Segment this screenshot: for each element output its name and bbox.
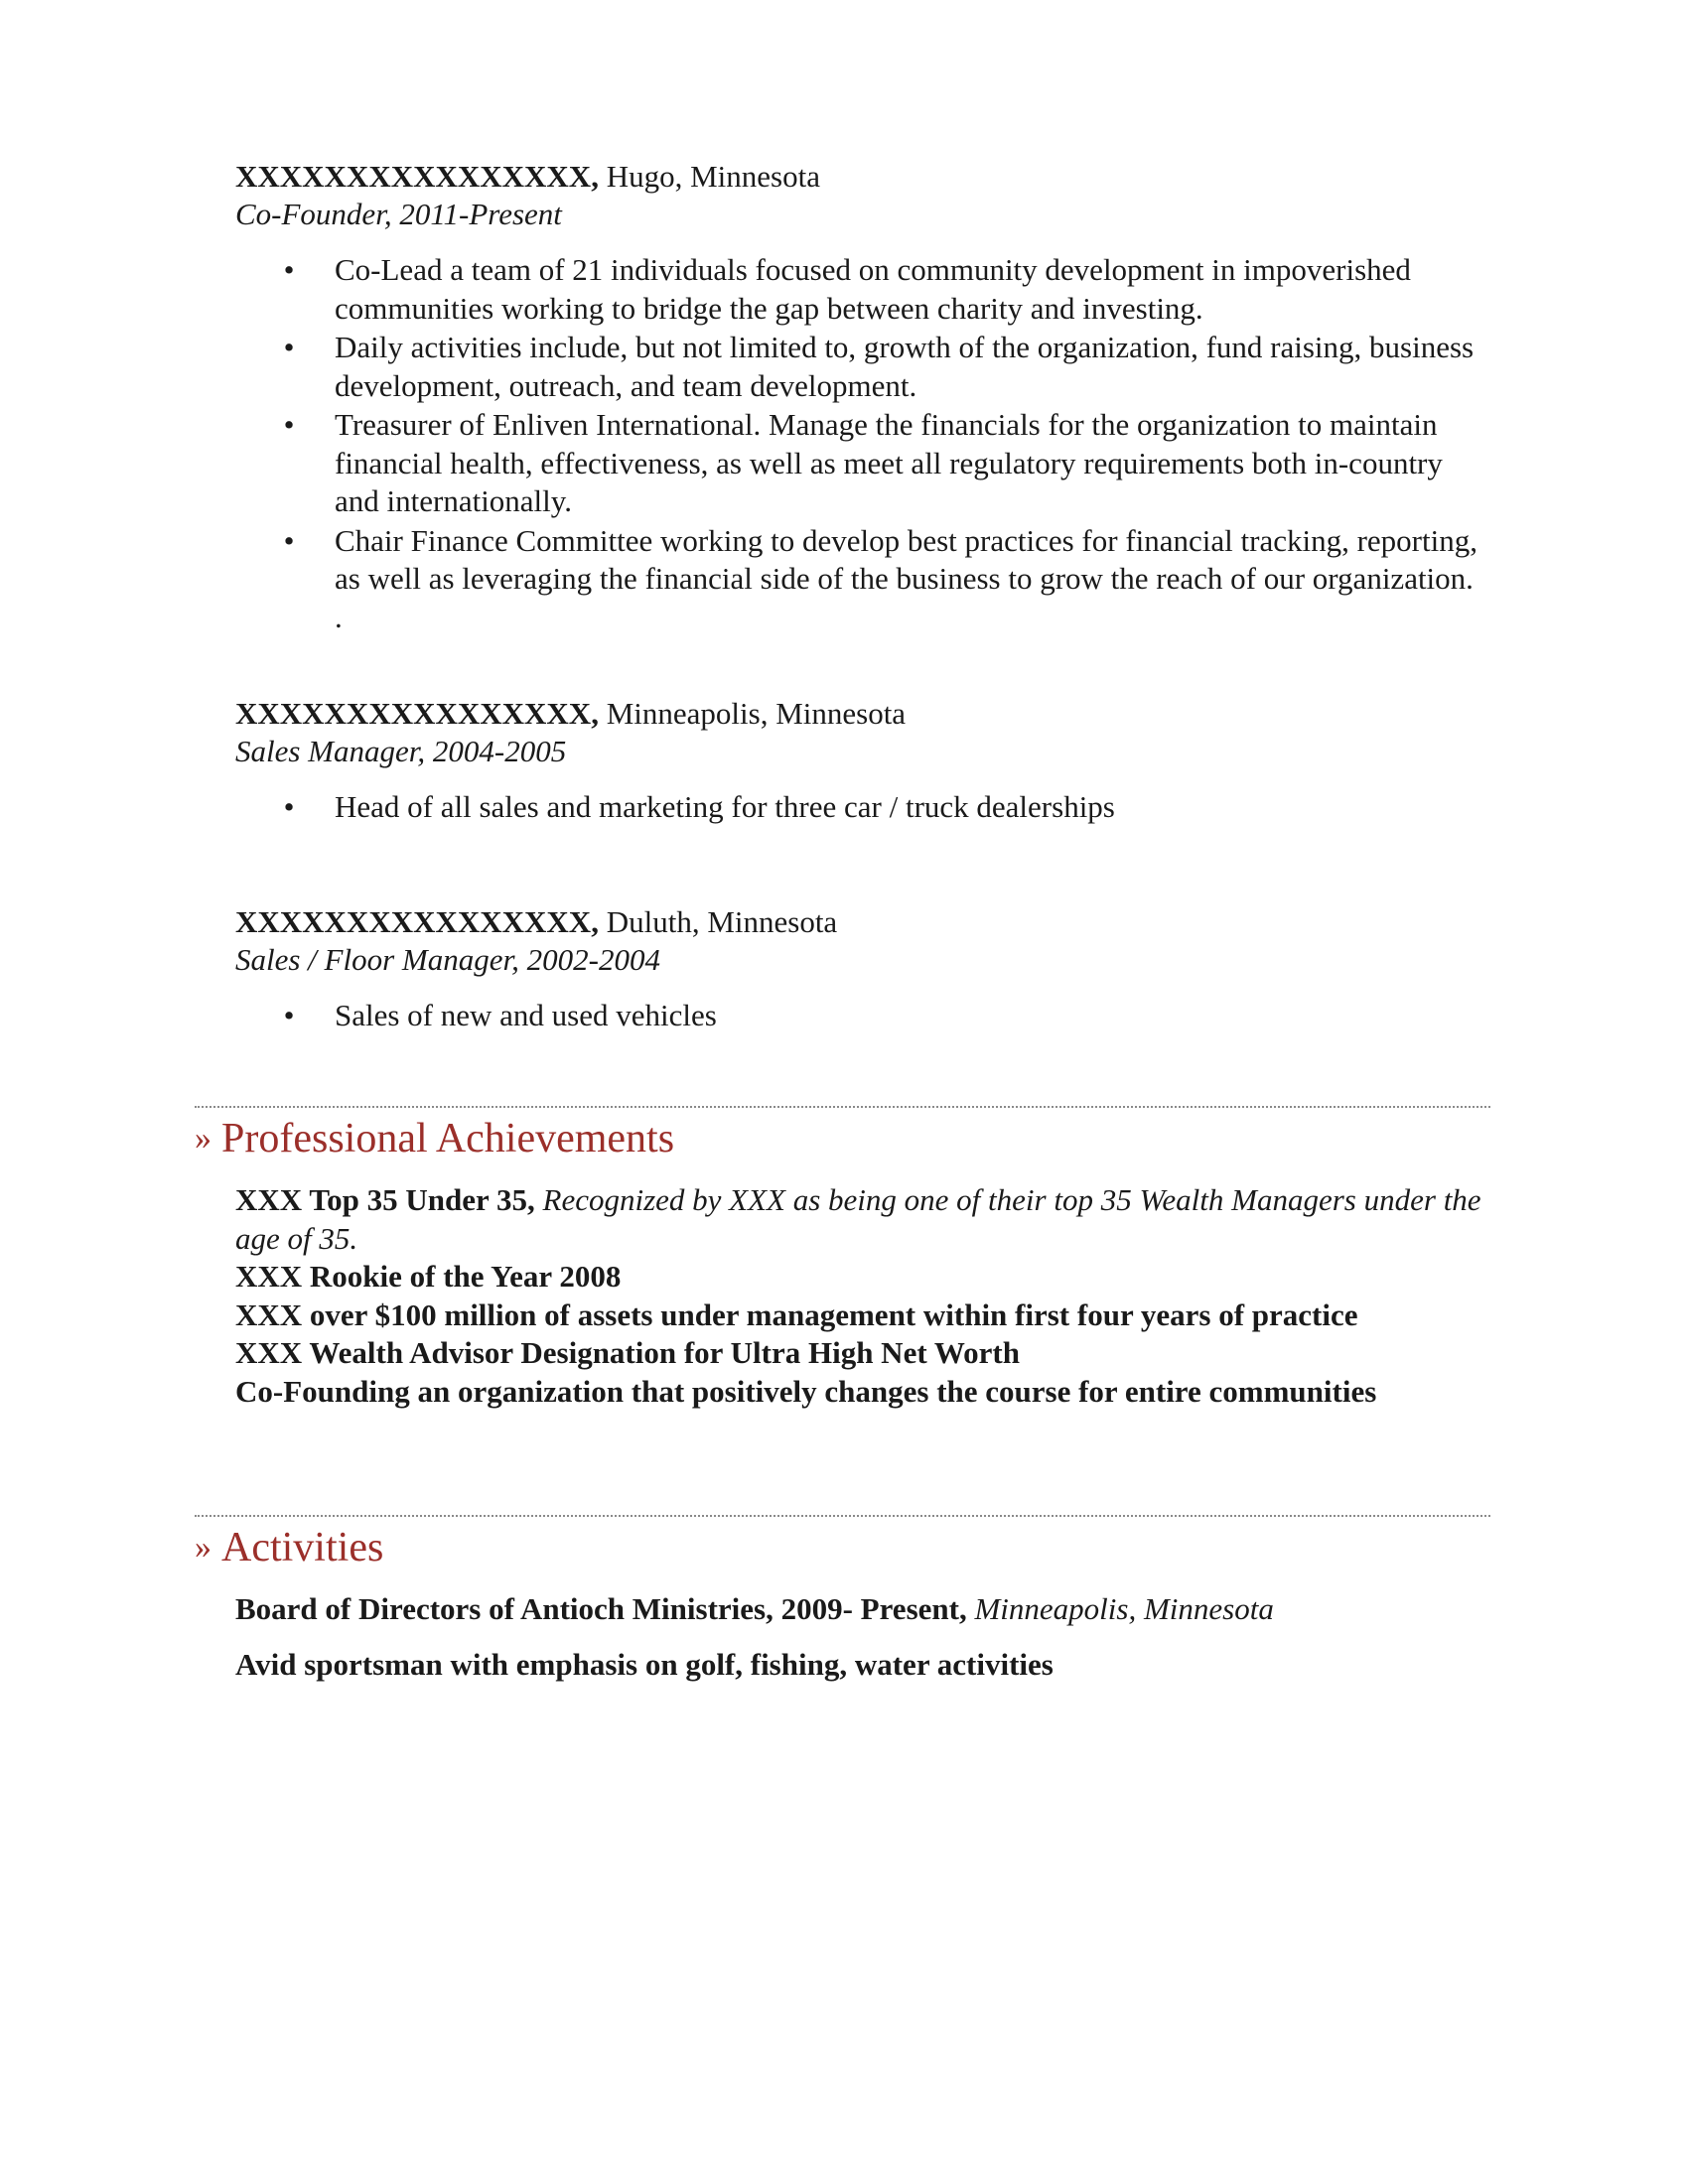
job-role: Sales Manager, 2004-2005 (235, 734, 567, 768)
chevron-right-icon: » (195, 1120, 211, 1157)
bullet-icon: • (283, 407, 295, 442)
activity-item: Avid sportsman with emphasis on golf, fishing, water activities (235, 1647, 1054, 1682)
job-bullet: • Co-Lead a team of 21 individuals focused on community development in impoverished communities working to bridge the gap between charity and investing. (283, 252, 1411, 326)
bullet-icon: • (283, 998, 295, 1032)
job-bullets (235, 251, 1486, 599)
job-heading (235, 903, 1486, 941)
achievement-item: XXX over $100 million of assets under management within first four years of practice (235, 1297, 1358, 1332)
section-title-achievements: » Professional Achievements (195, 1116, 675, 1161)
job-heading (235, 695, 1486, 733)
job-bullet: • Sales of new and used vehicles (235, 997, 1486, 1035)
job-bullet: • Daily activities include, but not limited to, growth of the organization, fund raising, business development, outreach, and team development. (283, 330, 1475, 403)
job-role: Sales / Floor Manager, 2002-2004 (235, 942, 660, 977)
bullet-icon: • (283, 252, 295, 287)
employer-name: XXXXXXXXXXXXXXXX, (235, 696, 599, 731)
bullet-icon: • (283, 789, 295, 824)
achievement-item: XXX Top 35 Under 35, Recognized by XXX as being one of their top 35 Wealth Managers under the age of 35. (235, 1182, 1481, 1256)
job-bullet: • Treasurer of Enliven International. Manage the financials for the organization to maintain financial health, effectiveness, as well as meet all regulatory requirements both in-country and internationally. (283, 407, 1443, 518)
job-bullet: • Chair Finance Committee working to develop best practices for financial tracking, reporting, as well as leveraging the financial side of the business to grow the reach of our organization. (283, 522, 1477, 596)
job-entry (235, 903, 1486, 1036)
job-location: Duluth, Minnesota (598, 904, 838, 939)
activities-list (235, 1590, 1496, 1684)
job-bullet: • Head of all sales and marketing for three car / truck dealerships (235, 788, 1486, 827)
job-entry (235, 695, 1486, 828)
achievements-list (235, 1181, 1496, 1411)
achievement-item: Co-Founding an organization that positively changes the course for entire communities (235, 1373, 1377, 1409)
job-entry (235, 158, 1486, 635)
bullet-icon: • (283, 330, 295, 364)
trailing-period: . (335, 599, 343, 634)
achievement-item: XXX Rookie of the Year 2008 (235, 1259, 622, 1294)
achievement-item: XXX Wealth Advisor Designation for Ultra High Net Worth (235, 1335, 1020, 1370)
bullet-icon: • (283, 522, 295, 558)
job-location: Minneapolis, Minnesota (598, 696, 907, 731)
section-divider (195, 1106, 1490, 1108)
section-divider (195, 1515, 1490, 1517)
job-location: Hugo, Minnesota (598, 159, 820, 194)
job-role: Co-Founder, 2011-Present (235, 197, 562, 231)
job-bullets (235, 997, 1486, 1035)
chevron-right-icon: » (195, 1529, 211, 1566)
employer-name: XXXXXXXXXXXXXXXX, (235, 159, 599, 194)
job-heading (235, 158, 1486, 196)
job-bullets (235, 788, 1486, 827)
section-title-activities: » Activities (195, 1525, 384, 1570)
activity-item: Board of Directors of Antioch Ministries, 2009- Present, Minneapolis, Minnesota (235, 1591, 1274, 1626)
employer-name: XXXXXXXXXXXXXXXX, (235, 904, 599, 939)
